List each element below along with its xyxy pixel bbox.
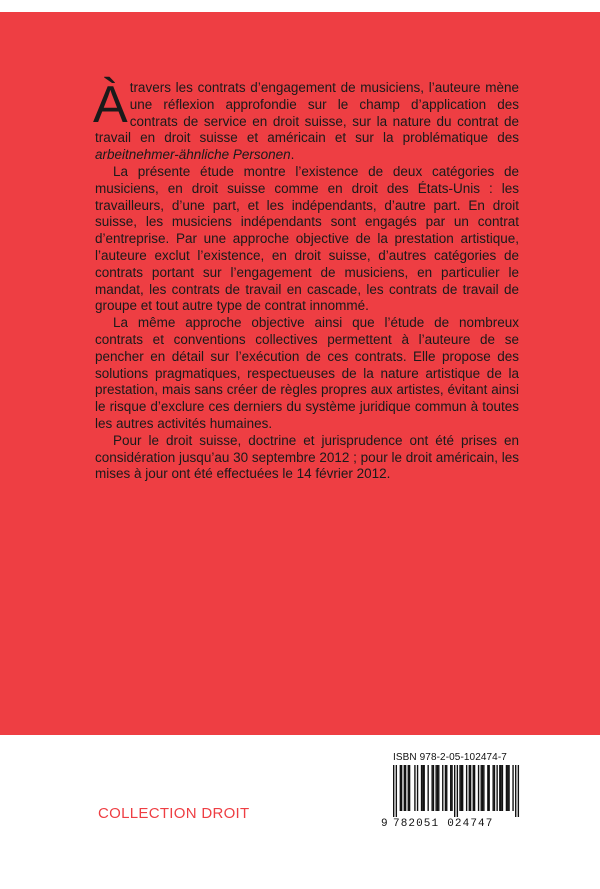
barcode-bar	[446, 765, 447, 811]
barcode-bar	[431, 765, 432, 811]
barcode-bar	[424, 765, 425, 811]
barcode-bar	[401, 765, 402, 811]
barcode-bar	[512, 765, 513, 811]
barcode-bar	[466, 765, 467, 811]
barcode-lead-digit: 9	[381, 818, 388, 830]
barcode-bar	[405, 765, 406, 811]
barcode-bar	[451, 765, 452, 811]
barcode-bar	[404, 765, 405, 811]
paragraph-1-italic: arbeitnehmer-ähnliche Personen	[95, 147, 291, 163]
barcode-bar	[422, 765, 423, 811]
isbn-label: ISBN 978-2-05-102474-7	[393, 752, 507, 763]
paragraph-2: La présente étude montre l’existence de deux catégories de musiciens, en droit suisse comme en droit des États-Unis : les travailleurs, d’une part, et les indépendants, d’autre part. En droit suisse, les musiciens indépendants sont engagés par un contrat d’entreprise. Par une approche objective de la prestation artistique, l’auteure exclut l’existence, en droit suisse, d’autres catégories de contrats portant sur l’engagement de musiciens, en particulier le mandat, les contrats de travail en cascade, les contrats de travail de groupe et tout autre type de contrat innommé.	[95, 163, 519, 314]
barcode-bar	[499, 765, 500, 811]
barcode-bar	[396, 765, 397, 817]
barcode-bar	[508, 765, 509, 811]
barcode-bar	[461, 765, 462, 811]
barcode-bar	[507, 765, 508, 811]
barcode-bar	[414, 765, 415, 811]
barcode-group-left: 782051	[393, 818, 440, 830]
barcode-bar	[457, 765, 458, 817]
barcode-bar	[408, 765, 409, 811]
paragraph-3: La même approche objective ainsi que l’étude de nombreux contrats et conventions collectives permettent à l’auteure de se pencher en détail sur l’exécution de ces contrats. Elle propose des solutions pragmatiques, respectueuses de la nature artistique de la prestation, mais sans créer de règles propres aux artistes, évitant ainsi le risque d’exclure ces derniers du système juridique commun à toutes les autres activités humaines.	[95, 315, 519, 431]
barcode-bar	[435, 765, 436, 811]
top-margin	[0, 0, 600, 12]
barcode-bar	[482, 765, 483, 811]
barcode-bar	[421, 765, 422, 811]
dropcap-letter: À	[93, 76, 128, 134]
barcode-block	[381, 752, 521, 830]
barcode-bar	[438, 765, 439, 811]
barcode-bar	[518, 765, 519, 817]
paragraph-1	[93, 76, 519, 164]
barcode-image	[381, 765, 521, 817]
barcode-bar	[409, 765, 410, 811]
barcode-bar	[483, 765, 484, 811]
barcode-bar	[492, 765, 493, 811]
barcode-bar	[450, 765, 451, 811]
barcode-bar	[496, 765, 497, 811]
barcode-bar	[494, 765, 495, 811]
barcode-bar	[400, 765, 401, 811]
barcode-bar	[500, 765, 501, 811]
barcode-group-right: 024747	[447, 818, 494, 830]
barcode-bar	[469, 765, 470, 811]
paragraph-4: Pour le droit suisse, doctrine et jurisprudence ont été prises en considération jusqu’au 30 septembre 2012 ; pour le droit américain, les mises à jour ont été effectuées le 14 février 2012.	[95, 432, 519, 482]
barcode-bar	[474, 765, 475, 811]
barcode-bar	[459, 765, 460, 811]
collection-title: COLLECTION DROIT	[98, 805, 250, 822]
barcode-bar	[433, 765, 434, 811]
barcode-bar	[417, 765, 418, 811]
paragraph-1-end: .	[290, 147, 295, 163]
barcode-digits	[381, 818, 521, 830]
barcode-bar	[481, 765, 482, 811]
barcode-bar	[454, 765, 455, 817]
barcode-bar	[478, 765, 479, 811]
barcode-bar	[393, 765, 394, 817]
barcode-bar	[437, 765, 438, 811]
barcode-bar	[487, 765, 488, 811]
barcode-bar	[488, 765, 489, 811]
barcode-bar	[515, 765, 516, 817]
barcode-bar	[506, 765, 507, 811]
barcode-bar	[502, 765, 503, 811]
paragraph-1-text: travers les contrats d’engagement de musiciens, l’auteure mène une réflexion approfondie sur le champ d’application des contrats de service en droit suisse, sur la nature du contrat de travail en droit suisse et américain et sur la problématique des	[95, 80, 519, 146]
barcode-bar	[442, 765, 443, 811]
back-cover-description	[93, 76, 519, 483]
barcode-bar	[462, 765, 463, 811]
barcode-bar	[427, 765, 428, 811]
barcode-bar	[470, 765, 471, 811]
barcode-bar	[473, 765, 474, 811]
barcode-bar	[445, 765, 446, 811]
